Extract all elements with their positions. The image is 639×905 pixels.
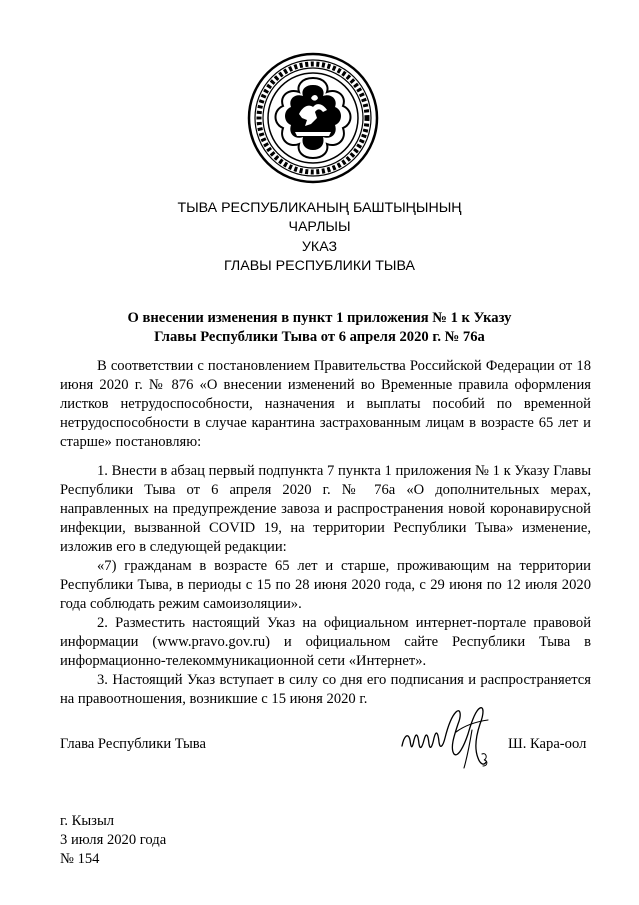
document-number: № 154 [60,851,100,867]
title-line-2: Главы Республики Тыва от 6 апреля 2020 г. № 76а [154,329,485,345]
preamble-block [60,357,591,452]
decree-word: УКАЗ [301,239,338,255]
issue-date: 3 июля 2020 года [60,832,167,848]
handwritten-signature [398,696,502,772]
signatory-position: Глава Республики Тыва [60,736,206,752]
issue-city: г. Кызыл [60,813,115,829]
decree-issuer: ГЛАВЫ РЕСПУБЛИКИ ТЫВА [224,258,415,274]
russian-header [0,238,639,276]
title-line-1: О внесении изменения в пункт 1 приложения № 1 к Указу [127,310,512,326]
item-1-paragraph: 1. Внести в абзац первый подпункта 7 пункта 1 приложения № 1 к Указу Главы Республики Тыва от 6 апреля 2020 г. № 76а «О дополнительных мерах, направленных на предупреждение завоза и распространения новой коронавирусной инфекции, вызванной COVID 19, на территории Республики Тыва» изменение, изложив его в следующей редакции: [60,463,591,555]
tuvan-header-line-1: ТЫВА РЕСПУБЛИКАНЫҢ БАШТЫҢЫНЫҢ [177,200,462,216]
document-title [0,309,639,347]
item-2-paragraph: 2. Разместить настоящий Указ на официальном интернет-портале правовой информации (www.pravo.gov.ru) и официальном сайте Республики Тыва в информационно-телекоммуникационной сети «Интернет». [60,615,591,669]
preamble-paragraph: В соответствии с постановлением Правительства Российской Федерации от 18 июня 2020 г. № 876 «О внесении изменений во Временные правила оформления листков нетрудоспособности, назначения и выплаты пособий по временной нетрудоспособности в случае карантина застрахованным лицам в возрасте 65 лет и старше» постановляю: [60,358,591,450]
item-3-paragraph: 3. Настоящий Указ вступает в силу со дня его подписания и распространяется на правоотношения, возникшие с 15 июня 2020 г. [60,672,591,707]
tuvan-header-line-2: ЧАРЛЫЫ [288,219,351,235]
item-1-new-text-paragraph: «7) гражданам в возрасте 65 лет и старше, проживающим на территории Республики Тыва, в периоды с 15 по 28 июня 2020 года, с 29 июня по 12 июля 2020 года соблюдать режим самоизоляции». [60,558,591,612]
document-footer [60,812,166,869]
decree-items [60,462,591,709]
signatory-name: Ш. Кара-оол [508,736,587,752]
tuva-coat-of-arms-emblem [247,52,379,184]
tuvan-header [0,199,639,237]
